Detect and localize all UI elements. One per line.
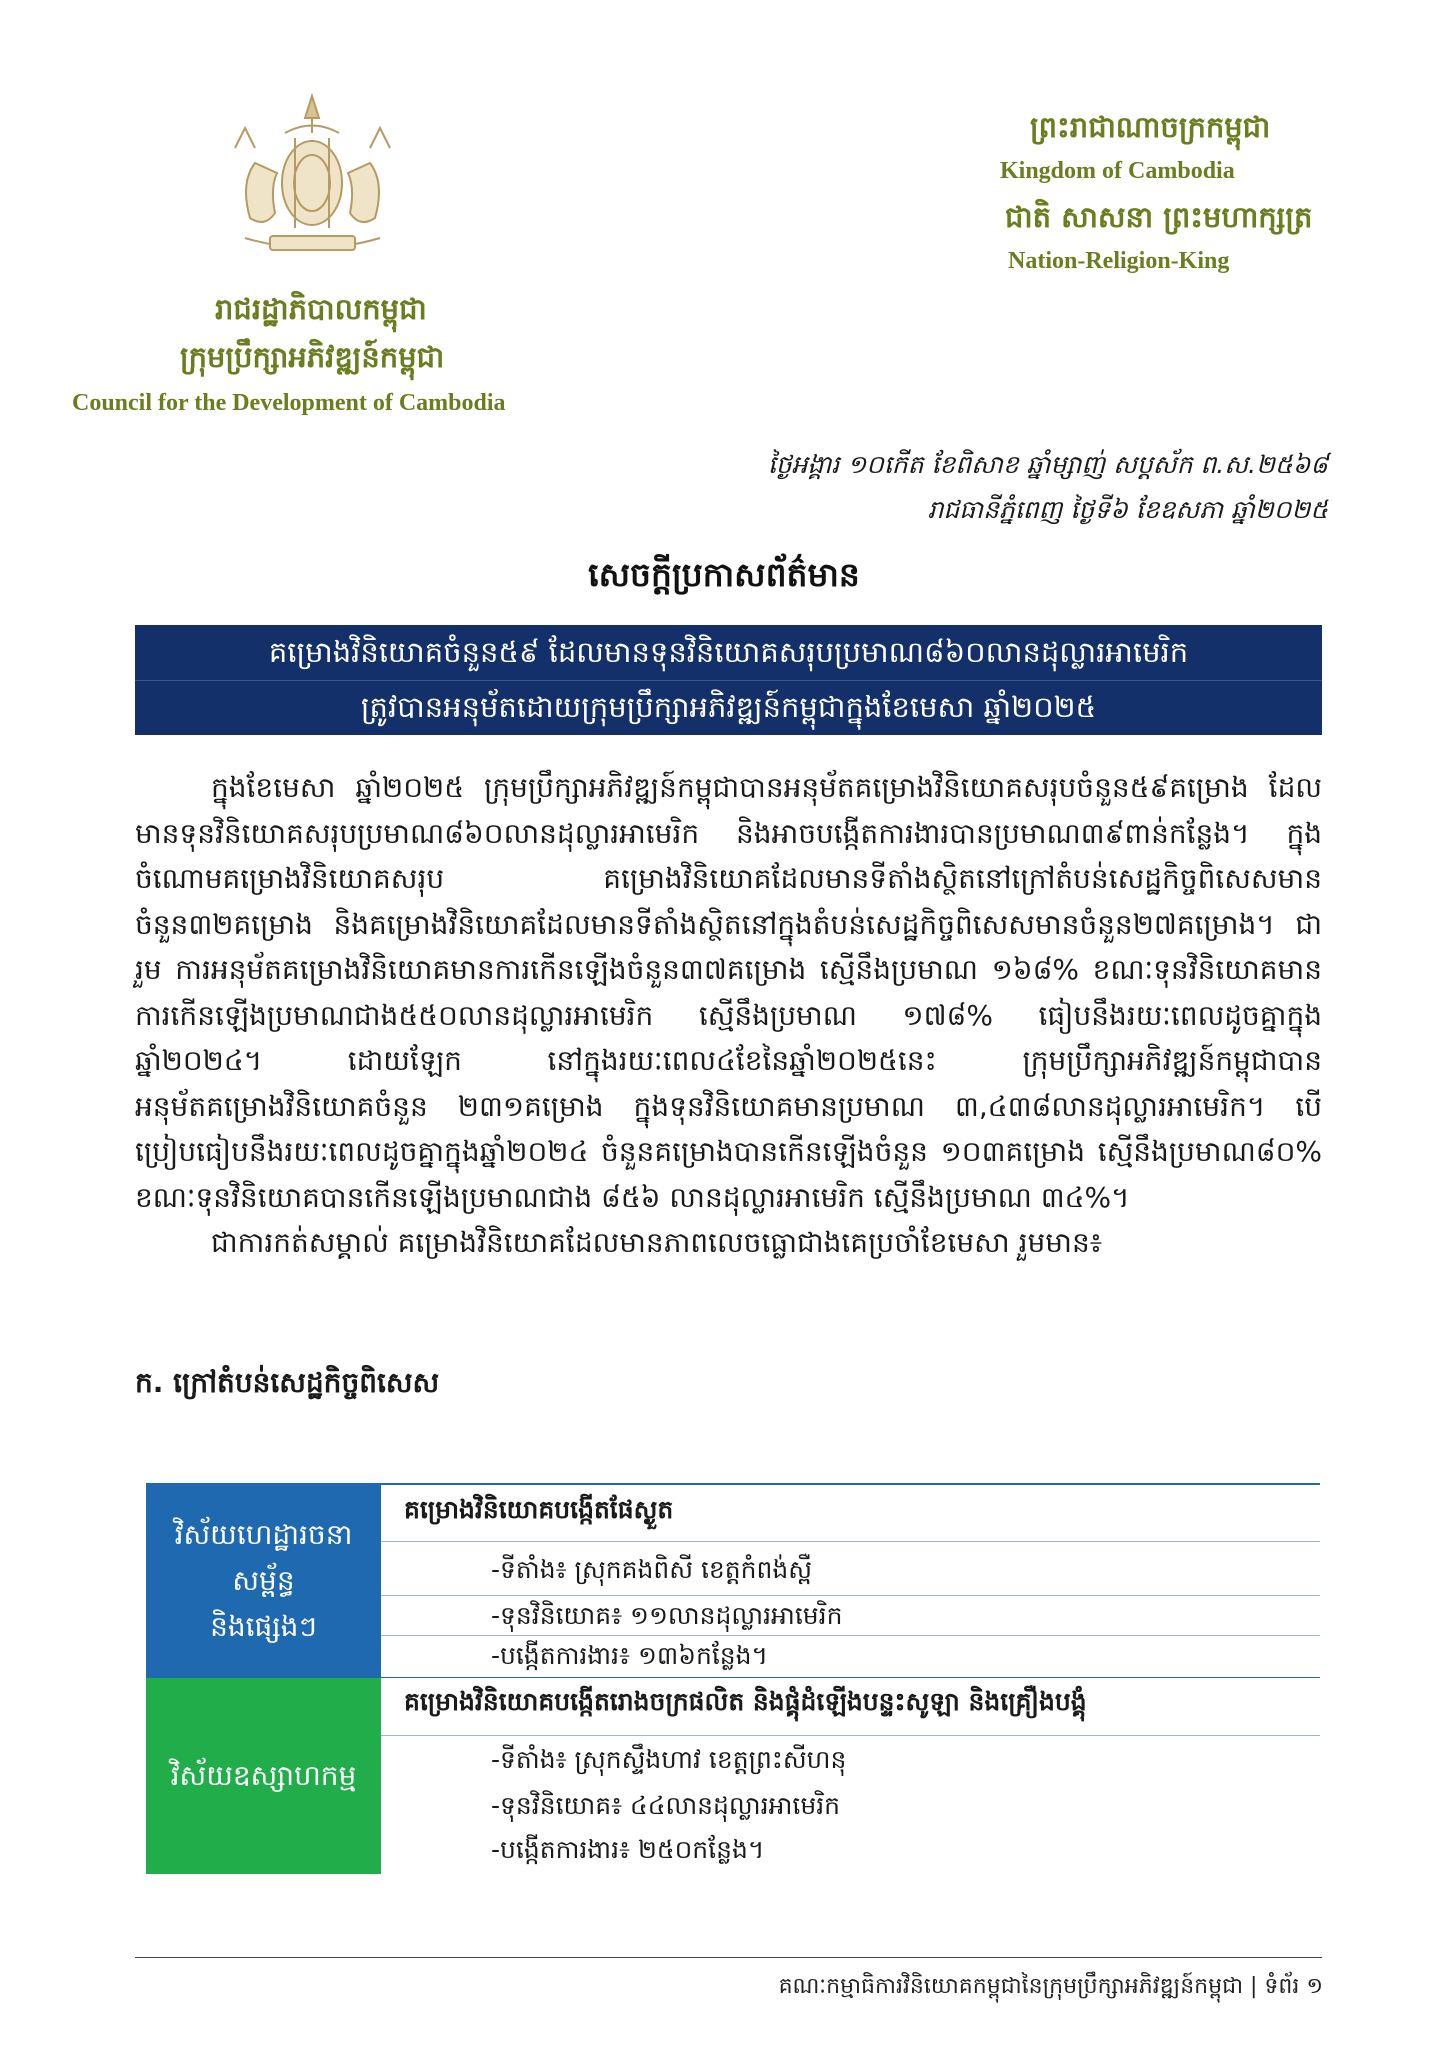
kingdom-name-km: ព្រះរាជាណាចក្រកម្ពុជា bbox=[1030, 110, 1271, 144]
project-jobs: -បង្កើតការងារ៖ ១៣៦កន្លែង។ bbox=[491, 1641, 768, 1670]
project-location: -ទីតាំង៖ ស្រុកគងពិសី ខេត្តកំពង់ស្ពឺ bbox=[491, 1555, 813, 1584]
sector-label: វិស័យឧស្សាហកម្ម bbox=[170, 1759, 357, 1792]
row-divider bbox=[381, 1677, 1320, 1678]
sector-label-2: និងផ្សេងៗ bbox=[210, 1609, 317, 1643]
solar-date: រាជធានីភ្នំពេញ ថ្ងៃទី៦ ខែឧសភា ឆ្នាំ២០២៥ bbox=[927, 495, 1328, 524]
headline-banner bbox=[135, 625, 1322, 735]
project-capital: -ទុនវិនិយោគ៖ ៤៤លានដុល្លារអាមេរិក bbox=[491, 1791, 840, 1820]
paragraph-2: ជាការកត់សម្គាល់ គម្រោងវិនិយោគដែលមានភាពលេចធ្លោជាងគេប្រចាំខែមេសា រួមមាន៖ bbox=[211, 1226, 1103, 1259]
section-heading-a: ក. ក្រៅតំបន់សេដ្ឋកិច្ចពិសេស bbox=[135, 1366, 440, 1399]
row-divider bbox=[381, 1635, 1320, 1636]
article-body bbox=[135, 765, 1322, 1266]
sector-label: វិស័យហេដ្ឋារចនាសម្ព័ន្ធ bbox=[174, 1517, 353, 1597]
kingdom-name-en: Kingdom of Cambodia bbox=[1000, 158, 1235, 184]
motto-km: ជាតិ សាសនា ព្រះមហាក្សត្រ bbox=[1005, 200, 1313, 234]
royal-emblem-icon bbox=[215, 88, 410, 266]
project-name: គម្រោងវិនិយោគបង្កើតរោងចក្រផលិត និងផ្គុំដំឡើងបន្ទះសូឡា និងគ្រឿងបង្គុំ bbox=[404, 1687, 1087, 1716]
project-capital: -ទុនវិនិយោគ៖ ១១លានដុល្លារអាមេរិក bbox=[491, 1601, 843, 1630]
council-name-km: ក្រុមប្រឹក្សាអភិវឌ្ឍន៍កម្ពុជា bbox=[180, 340, 445, 374]
project-name: គម្រោងវិនិយោគបង្កើតផែស្ងួត bbox=[404, 1495, 674, 1524]
paragraph-1: ក្នុងខែមេសា ឆ្នាំ២០២៥ ក្រុមប្រឹក្សាអភិវឌ្ឍន៍កម្ពុជាបានអនុម័តគម្រោងវិនិយោគសរុបចំនួន៥៩គម្រោង ដែលមានទុនវិនិយោគសរុបប្រមាណ៨៦០លានដុល្លារអាមេរិក និងអាចបង្កើតការងារបានប្រមាណ៣៩ពាន់កន្លែង។ ក្នុងចំណោមគម្រោងវិនិយោគសរុប គម្រោងវិនិយោគដែលមានទីតាំងស្ថិតនៅក្រៅតំបន់សេដ្ឋកិច្ចពិសេសមានចំនួន៣២គម្រោង និងគម្រោងវិនិយោគដែលមានទីតាំងស្ថិតនៅក្នុងតំបន់សេដ្ឋកិច្ចពិសេសមានចំនួន២៧គម្រោង។ ជារួម ការអនុម័តគម្រោងវិនិយោគមានការកើនឡើងចំនួន៣៧គម្រោង ស្មើនឹងប្រមាណ ១៦៨% ខណៈទុនវិនិយោគមានការកើនឡើងប្រមាណជាង៥៥០លានដុល្លារអាមេរិក ស្មើនឹងប្រមាណ ១៧៨% ធៀបនឹងរយៈពេលដូចគ្នាក្នុងឆ្នាំ២០២៤។ ដោយឡែក នៅក្នុងរយៈពេល៤ខែនៃឆ្នាំ២០២៥នេះ ក្រុមប្រឹក្សាអភិវឌ្ឍន៍កម្ពុជាបានអនុម័តគម្រោងវិនិយោគចំនួន ២៣១គម្រោង ក្នុងទុនវិនិយោគមានប្រមាណ ៣,៤៣៨លានដុល្លារអាមេរិក។ បើប្រៀបធៀបនឹងរយៈពេលដូចគ្នាក្នុងឆ្នាំ២០២៤ ចំនួនគម្រោងបានកើនឡើងចំនួន ១០៣គម្រោង ស្មើនឹងប្រមាណ៨០% ខណៈទុនវិនិយោគបានកើនឡើងប្រមាណជាង ៨៥៦ លានដុល្លារអាមេរិក ស្មើនឹងប្រមាណ ៣៤%។ bbox=[135, 771, 1322, 1214]
government-name-km: រាជរដ្ឋាភិបាលកម្ពុជា bbox=[215, 292, 427, 326]
press-release-title: សេចក្តីប្រកាសព័ត៌មាន bbox=[588, 555, 860, 594]
council-name-en: Council for the Development of Cambodia bbox=[72, 390, 506, 416]
row-divider bbox=[381, 1541, 1320, 1542]
footer-rule bbox=[135, 1957, 1322, 1958]
motto-en: Nation-Religion-King bbox=[1008, 248, 1230, 274]
table-top-rule bbox=[381, 1483, 1320, 1485]
lunar-date: ថ្ងៃអង្គារ ១០កើត ខែពិសាខ ឆ្នាំម្សាញ់ សប្តស័ក ព.ស.២៥៦៨ bbox=[767, 450, 1328, 479]
banner-divider bbox=[135, 680, 1322, 681]
headline-line-2: ត្រូវបានអនុម័តដោយក្រុមប្រឹក្សាអភិវឌ្ឍន៍កម្ពុជាក្នុងខែមេសា ឆ្នាំ២០២៥ bbox=[360, 690, 1097, 724]
row-divider bbox=[381, 1595, 1320, 1596]
row-divider bbox=[381, 1735, 1320, 1736]
headline-line-1: គម្រោងវិនិយោគចំនួន៥៩ ដែលមានទុនវិនិយោគសរុបប្រមាណ៨៦០លានដុល្លារអាមេរិក bbox=[268, 635, 1189, 669]
projects-table bbox=[146, 1483, 1320, 1874]
project-location: -ទីតាំង៖ ស្រុកស្ទឹងហាវ ខេត្តព្រះសីហនុ bbox=[491, 1745, 847, 1774]
project-jobs: -បង្កើតការងារ៖ ២៥០កន្លែង។ bbox=[491, 1835, 765, 1864]
page-footer: គណៈកម្មាធិការវិនិយោគកម្ពុជានៃក្រុមប្រឹក្សាអភិវឌ្ឍន៍កម្ពុជា | ទំព័រ ១ bbox=[778, 1974, 1323, 1999]
sector-cell-industry bbox=[146, 1678, 381, 1874]
sector-cell-infrastructure bbox=[146, 1483, 381, 1678]
